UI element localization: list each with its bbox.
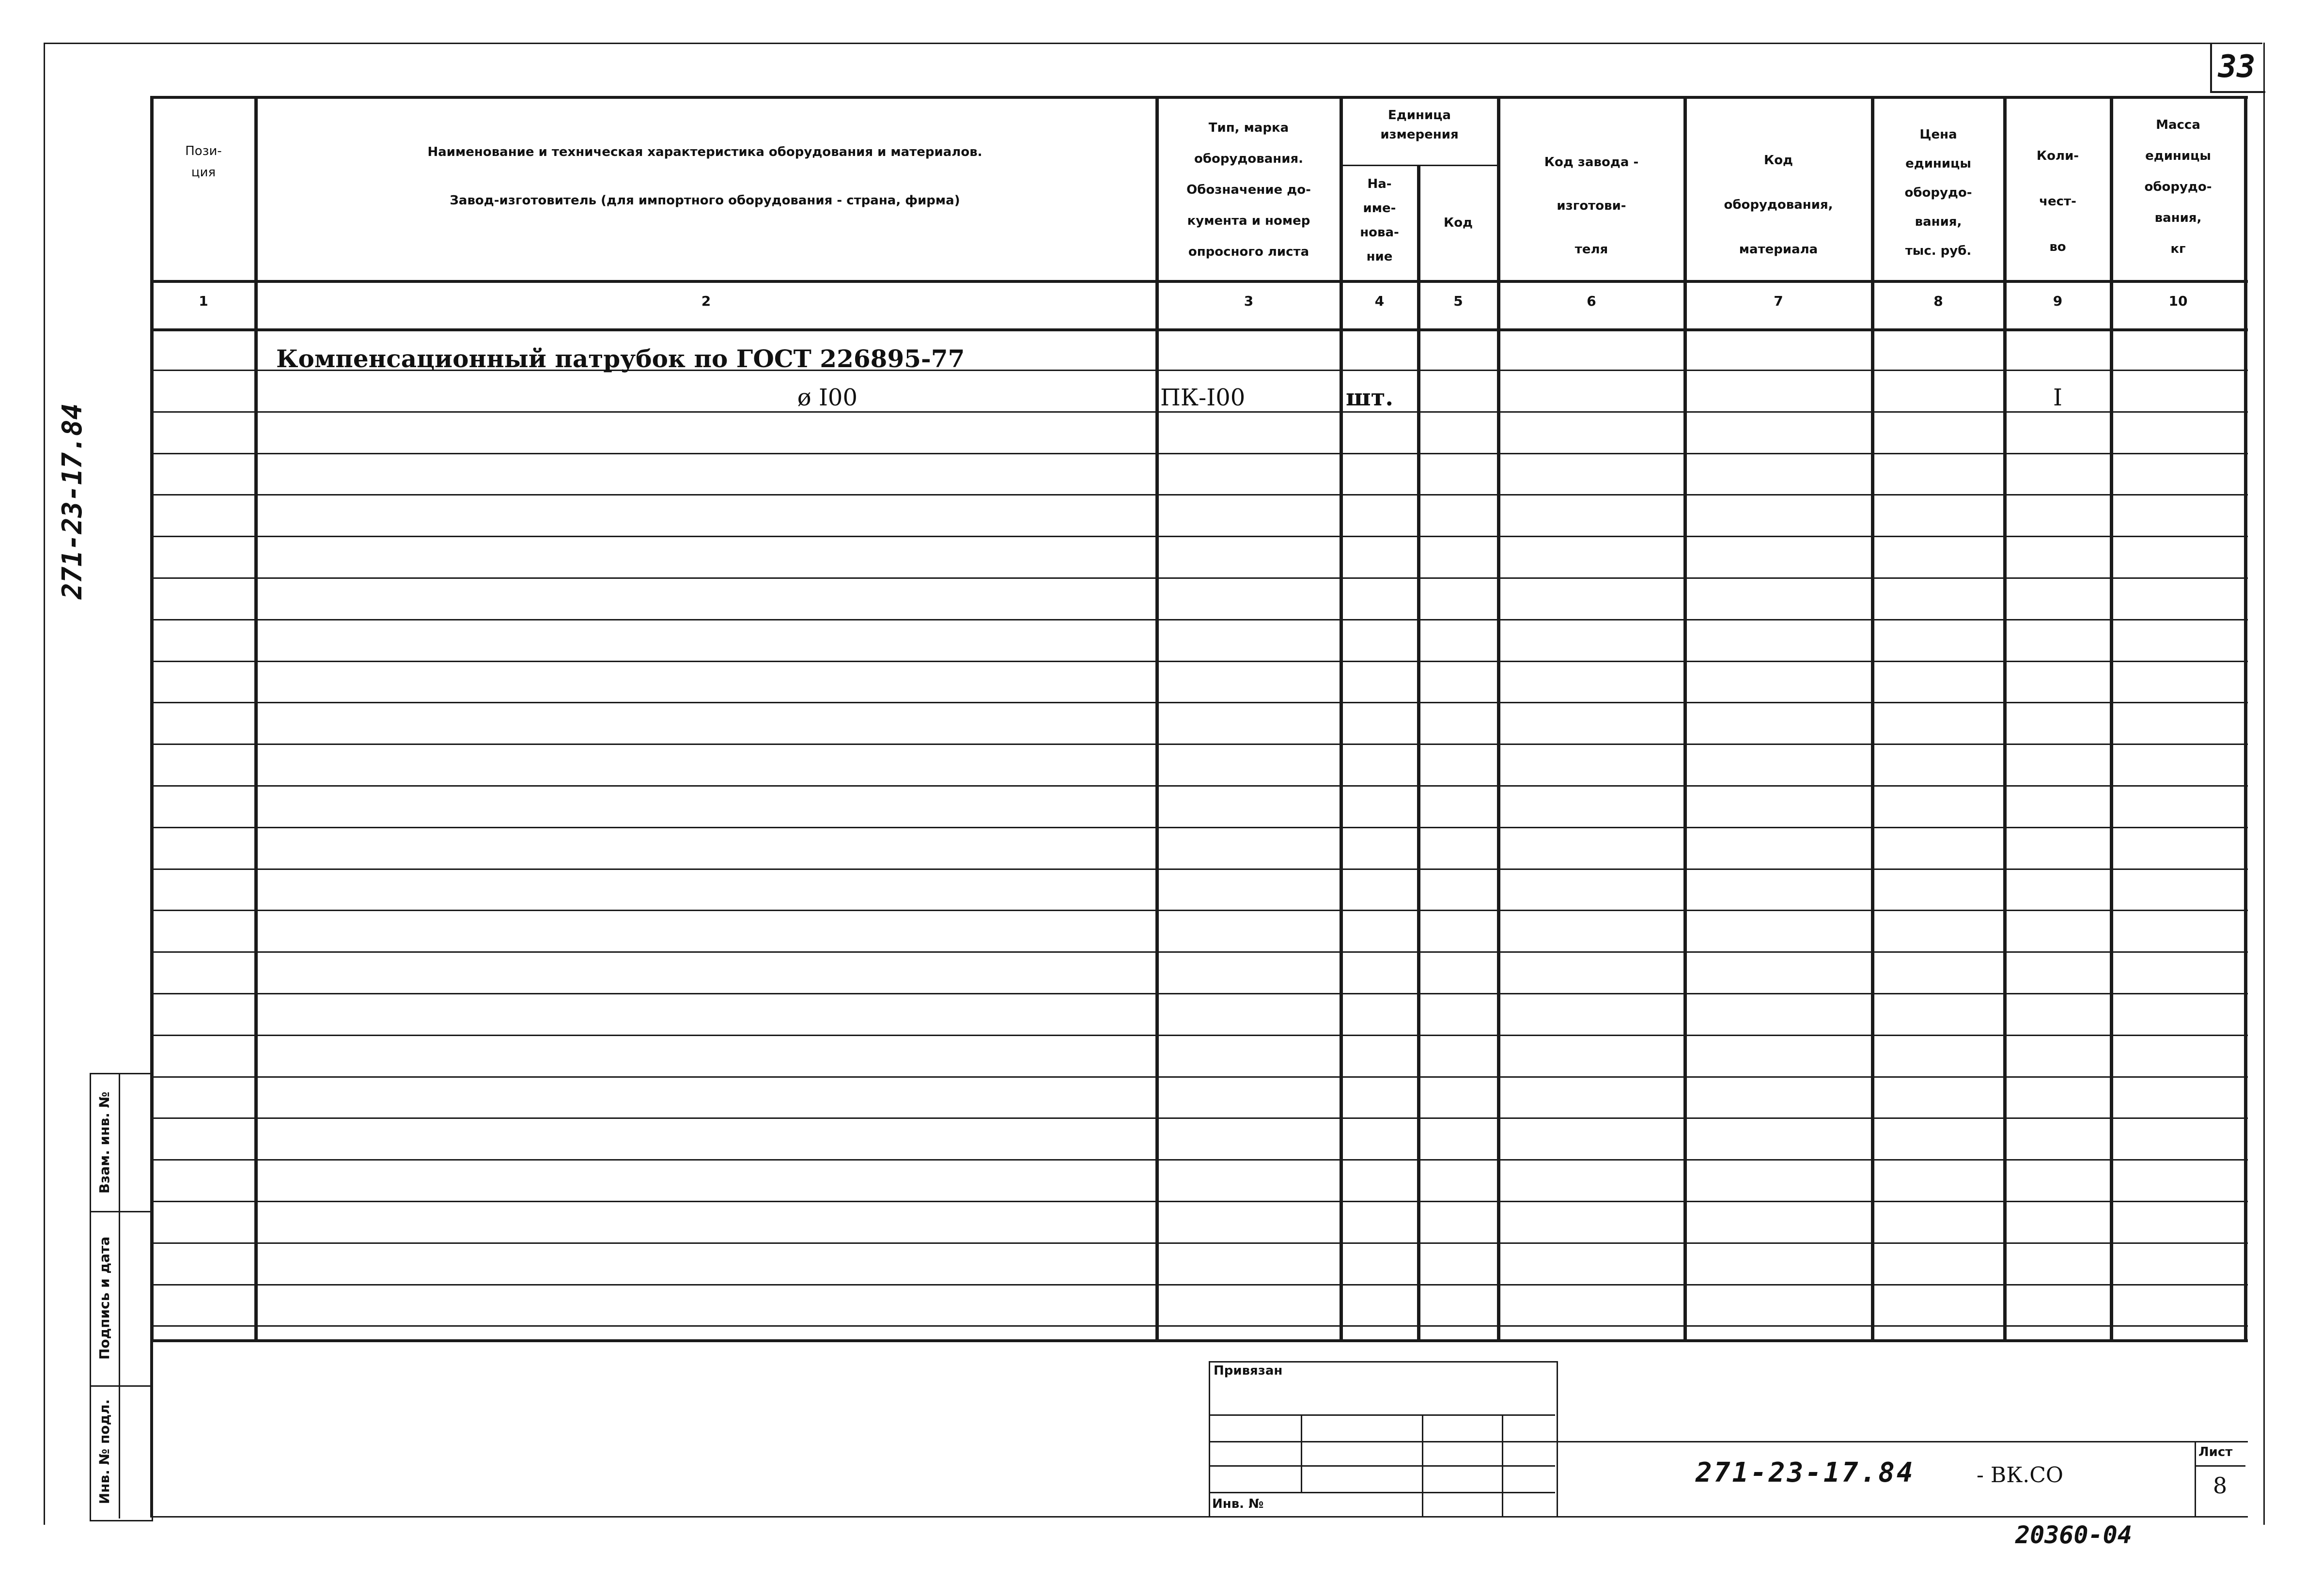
inv-no-label: Инв. №: [1212, 1497, 1264, 1511]
side-stamp-divider: [119, 1073, 120, 1519]
table-row-line: [150, 577, 2248, 579]
side-stamp-vzam: Взам. инв. №: [96, 1091, 112, 1194]
column-number-7: 7: [1774, 293, 1783, 309]
bottom-code: 20360-04: [2015, 1521, 2132, 1549]
header-quantity: Коли- чест- во: [2036, 149, 2079, 254]
header-unit-code: Код: [1443, 216, 1473, 230]
header-unit-group: Единица измерения: [1380, 108, 1459, 142]
col-line-7: [1871, 96, 1874, 1341]
header-mass: Масса единицы оборудо- вания, кг: [2144, 118, 2212, 256]
frame-right: [2263, 43, 2265, 1525]
table-row-line: [150, 619, 2248, 620]
col-line-2: [1155, 96, 1159, 1341]
header-bottom: [150, 280, 2248, 283]
side-stamp-inv-podl: Инв. № подл.: [96, 1399, 112, 1504]
row-1-name: Компенсационный патрубок по ГОСТ 226895-77: [276, 344, 965, 373]
col-line-9: [2110, 96, 2113, 1341]
table-row-line: [150, 453, 2248, 454]
table-row-line: [150, 702, 2248, 703]
col-line-6: [1683, 96, 1687, 1341]
header-name-line2: Завод-изготовитель (для импортного оборудования - страна, фирма): [450, 193, 960, 208]
table-bottom: [150, 1339, 2248, 1342]
row-2-name: ø I00: [797, 384, 857, 411]
table-row-line: [150, 868, 2248, 870]
table-row-line: [150, 910, 2248, 911]
column-number-8: 8: [1933, 293, 1943, 309]
header-plant-code: Код завода - изготови- теля: [1544, 155, 1639, 257]
header-price: Цена единицы оборудо- вания, тыс. руб.: [1904, 127, 1972, 258]
side-stamp-row-1: [90, 1211, 150, 1212]
title-block-bottom: [150, 1516, 2248, 1518]
privyazan-col-2: [1422, 1414, 1423, 1516]
table-row-line: [150, 827, 2248, 828]
table-row-line: [150, 785, 2248, 787]
col-line-5: [1497, 96, 1500, 1341]
table-row-line: [150, 1284, 2248, 1286]
header-equipment-code: Код оборудования, материала: [1724, 153, 1833, 257]
list-label: Лист: [2198, 1445, 2233, 1459]
header-unit-name: На- име- нова- ние: [1360, 177, 1399, 264]
doc-code: 271-23-17.84: [1696, 1457, 1915, 1488]
table-row-line: [150, 494, 2248, 496]
privyazan-col-1: [1301, 1414, 1302, 1492]
row-2-quantity: I: [2053, 384, 2062, 411]
column-number-1: 1: [199, 293, 208, 309]
column-number-10: 10: [2168, 293, 2188, 309]
table-row-line: [150, 951, 2248, 953]
table-row-line: [150, 661, 2248, 662]
col-line-4: [1417, 165, 1420, 1341]
privyazan-box: [1209, 1361, 1558, 1518]
column-number-5: 5: [1453, 293, 1463, 309]
column-number-3: 3: [1244, 293, 1254, 309]
table-row-line: [150, 1325, 2248, 1327]
unit-group-divider: [1340, 165, 1497, 166]
table-row-line: [150, 1201, 2248, 1202]
row-2-unit: шт.: [1346, 384, 1394, 411]
privyazan-label: Привязан: [1214, 1364, 1283, 1378]
table-row-line: [150, 1076, 2248, 1078]
column-number-2: 2: [701, 293, 711, 309]
table-row-line: [150, 1242, 2248, 1244]
col-line-8: [2003, 96, 2007, 1341]
table-row-line: [150, 1159, 2248, 1161]
column-number-6: 6: [1587, 293, 1596, 309]
table-row-line: [150, 1035, 2248, 1036]
privyazan-col-3: [1502, 1414, 1503, 1516]
corner-number: 33: [2218, 49, 2256, 85]
colnum-bottom: [150, 328, 2248, 331]
side-code: 271-23-17.84: [57, 403, 88, 600]
table-row-line: [150, 536, 2248, 537]
table-row-line: [150, 744, 2248, 745]
side-stamp-podpis: Подпись и дата: [96, 1236, 112, 1360]
col-line-3: [1340, 96, 1343, 1341]
list-number: 8: [2213, 1472, 2228, 1499]
col-line-1: [254, 96, 258, 1341]
table-row-line: [150, 1117, 2248, 1119]
header-type: Тип, марка оборудования. Обозначение до- кумента и номер опросного листа: [1186, 121, 1311, 259]
doc-suffix: - ВК.СО: [1977, 1463, 2063, 1488]
frame-left: [44, 43, 45, 1525]
table-top: [150, 96, 2248, 99]
title-left-outer: [150, 1339, 152, 1518]
column-number-4: 4: [1374, 293, 1385, 309]
header-name-line1: Наименование и техническая характеристика оборудования и материалов.: [427, 145, 982, 159]
header-position: Пози- ция: [185, 144, 222, 180]
list-divider: [2195, 1465, 2245, 1467]
table-row-line: [150, 993, 2248, 994]
row-2-type: ПК-I00: [1160, 384, 1246, 411]
column-number-9: 9: [2053, 293, 2063, 309]
title-code-top: [1555, 1441, 2248, 1442]
frame-top: [44, 43, 2262, 44]
